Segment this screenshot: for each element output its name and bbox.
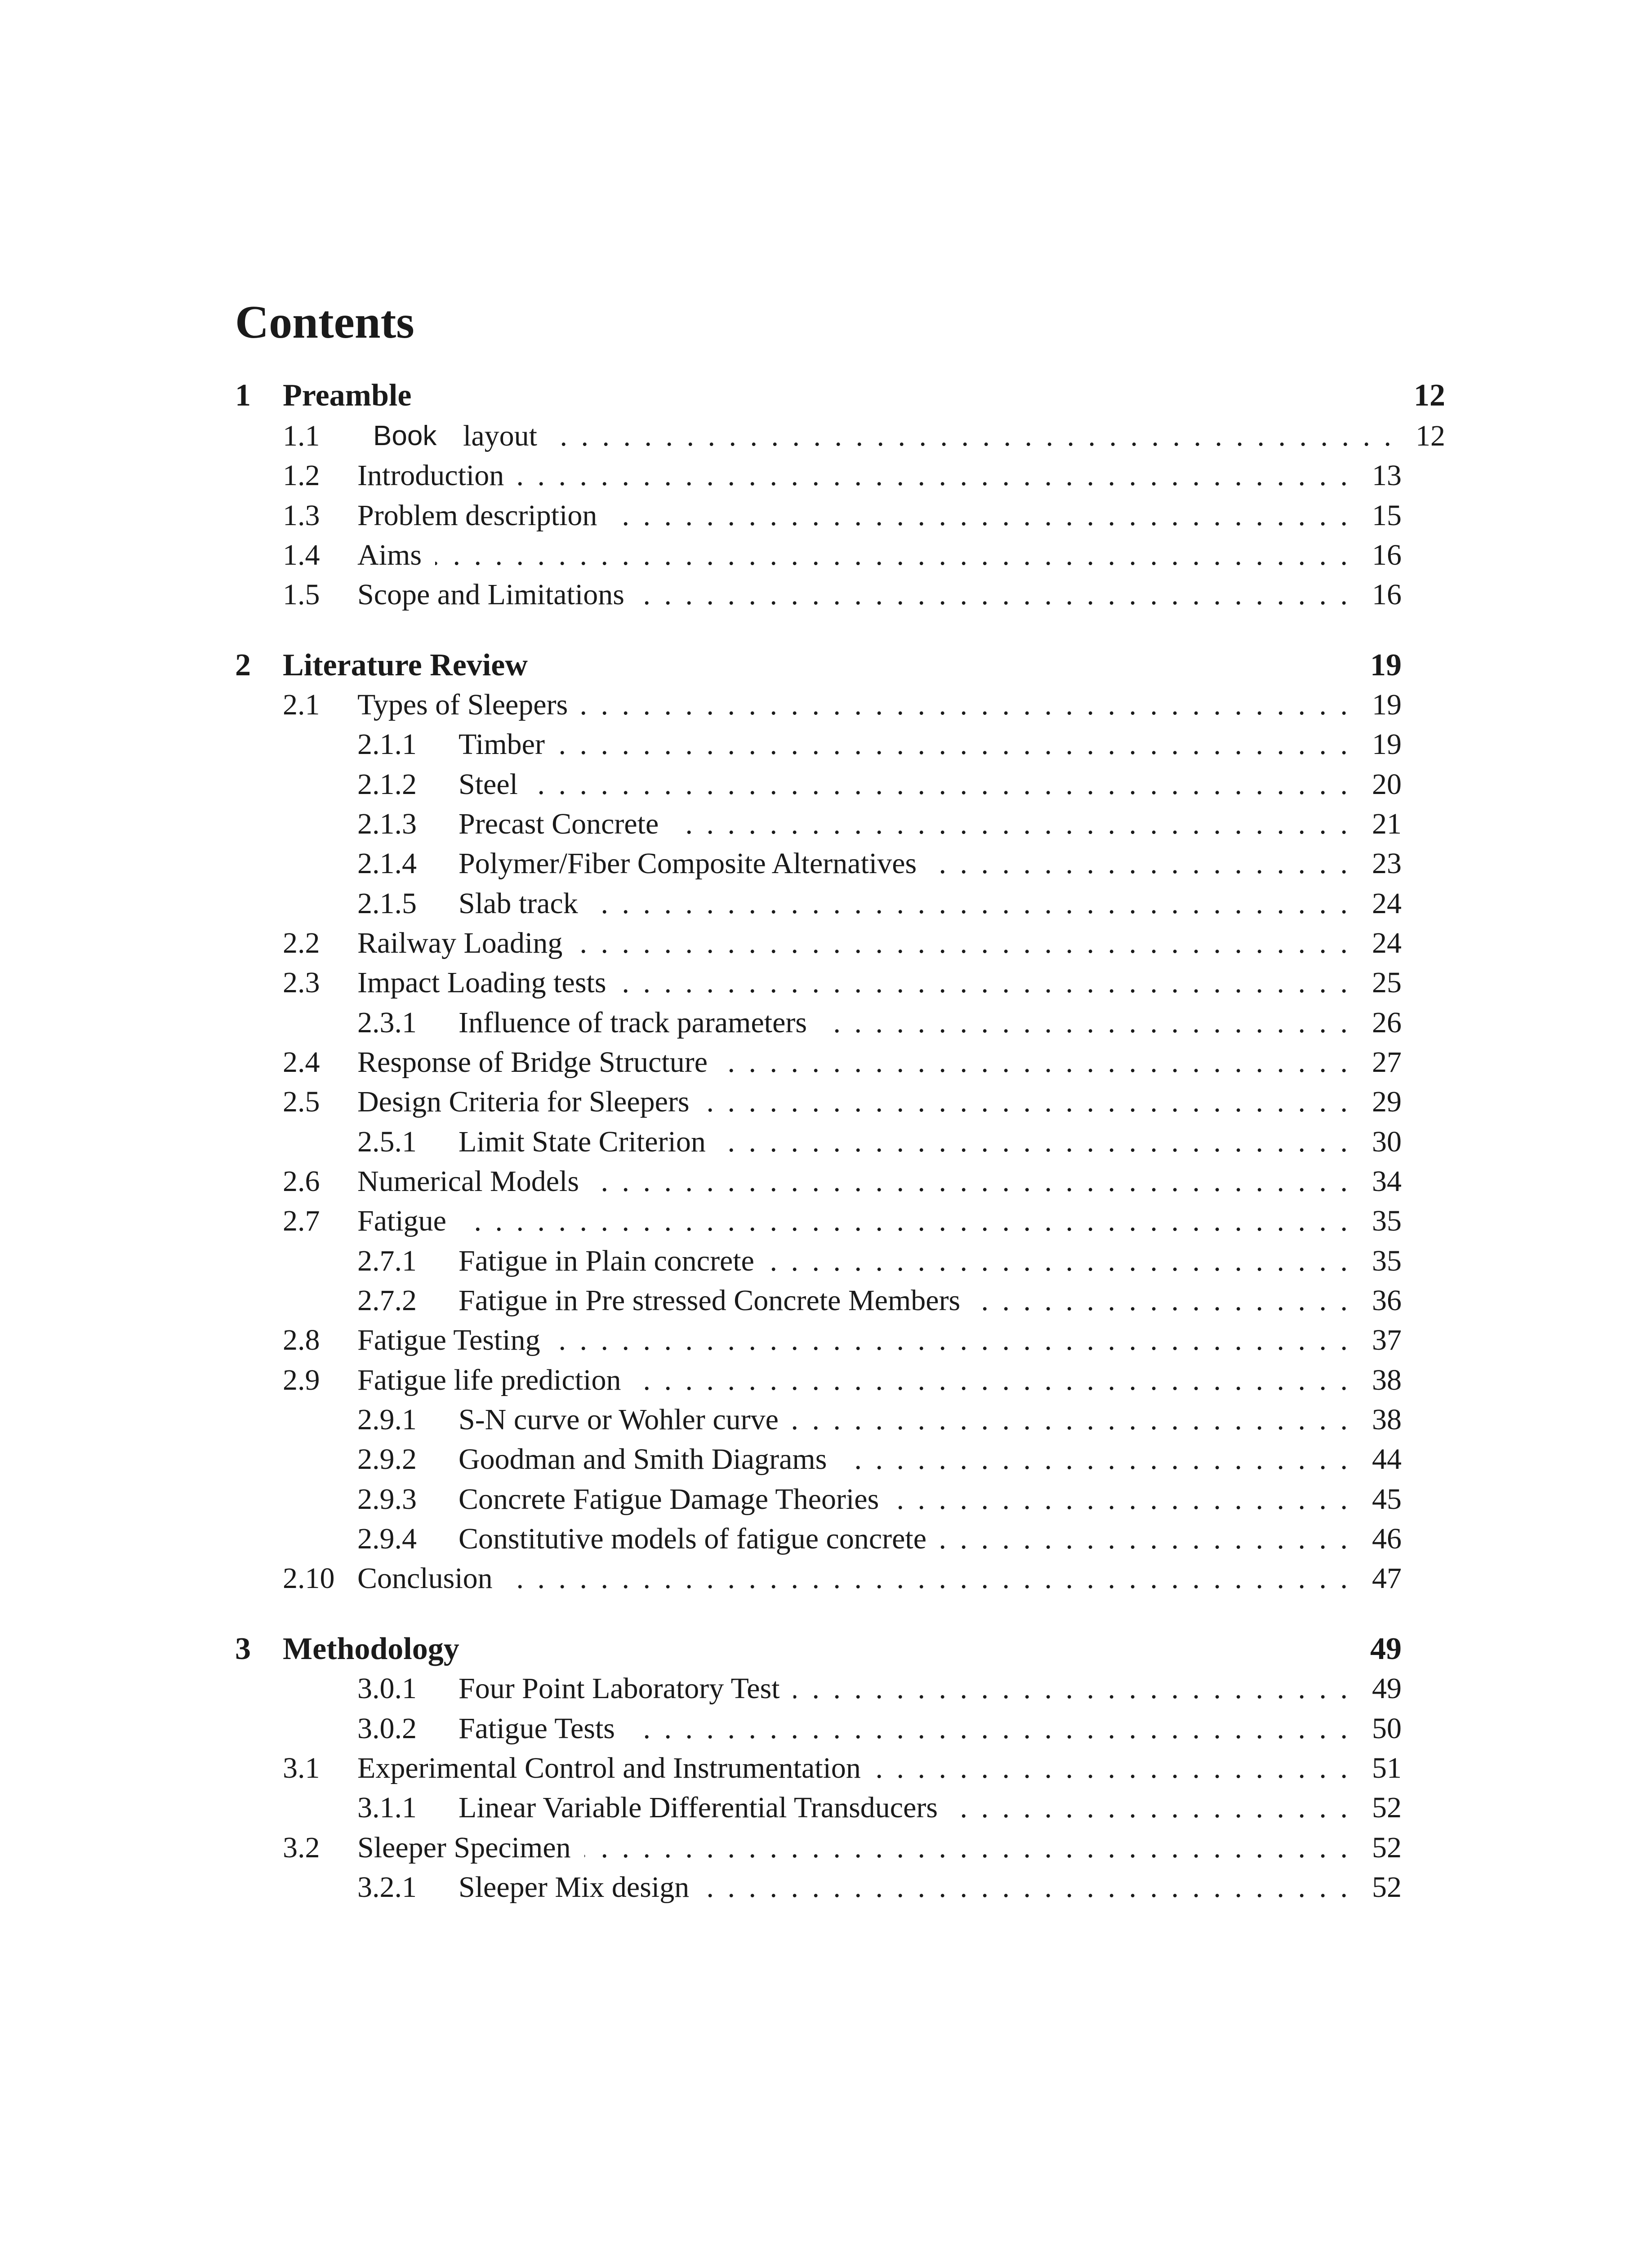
- entry-number: 2.7: [283, 1204, 320, 1237]
- entry-title: Experimental Control and Instrumentation: [357, 1752, 861, 1784]
- entry-number: 2.7.1: [357, 1244, 417, 1277]
- entry-title: Railway Loading: [357, 927, 563, 959]
- entry-page-number: 30: [1372, 1125, 1402, 1158]
- entry-page-number: 52: [1372, 1871, 1402, 1904]
- dot-leader: [581, 685, 1348, 725]
- entry-title: Precast Concrete: [459, 807, 659, 840]
- entry-title: Introduction: [357, 459, 504, 492]
- toc-entry-row[interactable]: [0, 1669, 1652, 1708]
- entry-title: Limit State Criterion: [459, 1125, 706, 1158]
- entry-title: Problem description: [357, 499, 597, 532]
- dot-leader: [672, 804, 1348, 844]
- toc-entry-row[interactable]: [0, 1748, 1652, 1788]
- entry-title: Design Criteria for Sleepers: [357, 1085, 690, 1118]
- entry-title: Influence of track parameters: [459, 1006, 807, 1039]
- entry-title: Goodman and Smith Diagrams: [459, 1443, 827, 1476]
- entry-title: Aims: [357, 539, 422, 571]
- entry-number: 3.1: [283, 1752, 320, 1784]
- entry-title: Polymer/Fiber Composite Alternatives: [459, 847, 917, 880]
- toc-entry-row[interactable]: [0, 416, 1652, 456]
- entry-page-number: 16: [1372, 578, 1402, 611]
- dot-leader: [703, 1082, 1348, 1122]
- entry-title: Numerical Models: [357, 1165, 579, 1198]
- dot-leader: [874, 1748, 1348, 1788]
- entry-number: 3.2: [283, 1831, 320, 1864]
- entry-page-number: 29: [1372, 1085, 1402, 1118]
- entry-title: Fatigue life prediction: [357, 1364, 621, 1396]
- toc-entry-row[interactable]: [0, 1360, 1652, 1400]
- entry-title: Methodology: [283, 1632, 459, 1666]
- entry-number: 2.9.4: [357, 1522, 417, 1555]
- toc-entry-row[interactable]: [0, 963, 1652, 1003]
- entry-number: 2.1.4: [357, 847, 417, 880]
- entry-title: Impact Loading tests: [357, 966, 606, 999]
- entry-page-number: 19: [1372, 688, 1402, 721]
- toc-entry-row[interactable]: [0, 1400, 1652, 1440]
- toc-entry-row[interactable]: [0, 1241, 1652, 1281]
- entry-page-number: 44: [1372, 1443, 1402, 1476]
- dot-leader: [628, 1709, 1348, 1748]
- entry-number: 2: [235, 648, 251, 682]
- entry-page-number: 20: [1372, 768, 1402, 801]
- toc-entry-row[interactable]: [0, 884, 1652, 923]
- entry-page-number: 26: [1372, 1006, 1402, 1039]
- entry-title: layout: [463, 419, 537, 452]
- entry-page-number: 45: [1372, 1483, 1402, 1516]
- entry-number: 1.2: [283, 459, 320, 492]
- toc-entry-row[interactable]: [0, 496, 1652, 535]
- toc-entry-row[interactable]: [0, 1559, 1652, 1598]
- entry-number: 2.5.1: [357, 1125, 417, 1158]
- entry-number: 2.9.3: [357, 1483, 417, 1516]
- entry-number: 2.9.1: [357, 1403, 417, 1436]
- entry-page-number: 12: [1416, 419, 1445, 452]
- dot-leader: [768, 1241, 1348, 1281]
- entry-number: 2.6: [283, 1165, 320, 1198]
- entry-page-number: 52: [1372, 1831, 1402, 1864]
- dot-leader: [584, 1828, 1348, 1868]
- entry-number: 1: [235, 378, 251, 413]
- toc-entry-row[interactable]: [0, 1281, 1652, 1320]
- entry-page-number: 49: [1370, 1632, 1402, 1666]
- dot-leader: [460, 1201, 1348, 1241]
- entry-page-number: 38: [1372, 1364, 1402, 1396]
- dot-leader: [592, 1162, 1348, 1201]
- entry-page-number: 52: [1372, 1791, 1402, 1824]
- entry-title: Steel: [459, 768, 518, 801]
- toc-entry-row[interactable]: [0, 575, 1652, 615]
- entry-number: 2.1: [283, 688, 320, 721]
- entry-page-number: 34: [1372, 1165, 1402, 1198]
- toc-entry-row[interactable]: [0, 1868, 1652, 1907]
- entry-title: Conclusion: [357, 1562, 493, 1595]
- toc-chapter-row[interactable]: [0, 376, 1652, 415]
- entry-title: Sleeper Mix design: [459, 1871, 690, 1904]
- dot-leader: [703, 1868, 1348, 1907]
- entry-number: 3: [235, 1632, 251, 1666]
- dot-leader: [951, 1788, 1348, 1828]
- dot-leader: [840, 1440, 1348, 1479]
- entry-title: Fatigue: [357, 1204, 446, 1237]
- dot-leader: [620, 963, 1348, 1003]
- entry-number: 2.1.1: [357, 728, 417, 761]
- entry-page-number: 13: [1372, 459, 1402, 492]
- entry-number: 2.1.2: [357, 768, 417, 801]
- entry-number: 2.7.2: [357, 1284, 417, 1317]
- entry-number: 3.0.2: [357, 1712, 417, 1745]
- entry-number: 1.1: [283, 419, 320, 452]
- dot-leader: [558, 725, 1348, 764]
- entry-page-number: 15: [1372, 499, 1402, 532]
- entry-page-number: 46: [1372, 1522, 1402, 1555]
- entry-number: 3.0.1: [357, 1672, 417, 1705]
- dot-leader: [517, 456, 1348, 495]
- entry-number: 3.2.1: [357, 1871, 417, 1904]
- entry-number: 1.5: [283, 578, 320, 611]
- entry-page-number: 35: [1372, 1244, 1402, 1277]
- dot-leader: [531, 765, 1348, 804]
- entry-page-number: 38: [1372, 1403, 1402, 1436]
- toc-entry-row[interactable]: [0, 1122, 1652, 1162]
- dot-leader: [793, 1669, 1348, 1708]
- toc-chapter-row[interactable]: [0, 1629, 1652, 1669]
- toc-entry-row[interactable]: [0, 1828, 1652, 1868]
- toc-entry-row[interactable]: [0, 765, 1652, 804]
- entry-page-number: 50: [1372, 1712, 1402, 1745]
- dot-leader: [930, 844, 1348, 883]
- entry-title: Slab track: [459, 887, 578, 920]
- entry-number: 2.3.1: [357, 1006, 417, 1039]
- toc-entry-row[interactable]: [0, 1788, 1652, 1828]
- dot-leader: [435, 535, 1348, 575]
- entry-title: Fatigue Tests: [459, 1712, 615, 1745]
- dot-leader: [592, 884, 1348, 923]
- toc-entry-row[interactable]: [0, 725, 1652, 764]
- entry-title: Sleeper Specimen: [357, 1831, 571, 1864]
- entry-title: Fatigue in Pre stressed Concrete Members: [459, 1284, 961, 1317]
- entry-title: Fatigue in Plain concrete: [459, 1244, 754, 1277]
- entry-title: S-N curve or Wohler curve: [459, 1403, 779, 1436]
- entry-page-number: 37: [1372, 1324, 1402, 1356]
- toc-entry-row[interactable]: [0, 456, 1652, 495]
- entry-page-number: 35: [1372, 1204, 1402, 1237]
- dot-leader: [719, 1122, 1348, 1162]
- entry-title: Timber: [459, 728, 545, 761]
- entry-number: 2.10: [283, 1562, 335, 1595]
- toc-entry-row[interactable]: [0, 535, 1652, 575]
- entry-title: Four Point Laboratory Test: [459, 1672, 780, 1705]
- entry-number: 1.4: [283, 539, 320, 571]
- entry-page-number: 12: [1414, 378, 1445, 413]
- entry-title: Scope and Limitations: [357, 578, 624, 611]
- toc-entry-row[interactable]: [0, 923, 1652, 963]
- entry-number: 3.1.1: [357, 1791, 417, 1824]
- toc-entry-row[interactable]: [0, 1043, 1652, 1082]
- entry-title: Types of Sleepers: [357, 688, 568, 721]
- entry-page-number: 19: [1370, 648, 1402, 682]
- entry-title-book: Book: [373, 420, 437, 451]
- dot-leader: [892, 1480, 1348, 1519]
- dot-leader: [554, 1320, 1348, 1360]
- entry-number: 2.1.3: [357, 807, 417, 840]
- entry-page-number: 36: [1372, 1284, 1402, 1317]
- entry-number: 2.9.2: [357, 1443, 417, 1476]
- entry-number: 2.1.5: [357, 887, 417, 920]
- entry-title: Preamble: [283, 378, 412, 413]
- entry-title: Constitutive models of fatigue concrete: [459, 1522, 927, 1555]
- dot-leader: [551, 416, 1391, 456]
- entry-page-number: 19: [1372, 728, 1402, 761]
- entry-number: 2.8: [283, 1324, 320, 1356]
- entry-title: Fatigue Testing: [357, 1324, 540, 1356]
- entry-number: 1.3: [283, 499, 320, 532]
- toc-entry-row[interactable]: [0, 1201, 1652, 1241]
- toc-entry-row[interactable]: [0, 1709, 1652, 1748]
- entry-title: Concrete Fatigue Damage Theories: [459, 1483, 879, 1516]
- toc-entry-row[interactable]: [0, 1519, 1652, 1559]
- entry-page-number: 23: [1372, 847, 1402, 880]
- toc-entry-row[interactable]: [0, 685, 1652, 725]
- dot-leader: [610, 496, 1348, 535]
- entry-page-number: 51: [1372, 1752, 1402, 1784]
- entry-number: 2.2: [283, 927, 320, 959]
- toc-chapter-row[interactable]: [0, 646, 1652, 685]
- toc-entry-row[interactable]: [0, 1162, 1652, 1201]
- dot-leader: [792, 1400, 1348, 1440]
- entry-page-number: 24: [1372, 887, 1402, 920]
- entry-number: 2.5: [283, 1085, 320, 1118]
- dot-leader: [635, 1360, 1348, 1400]
- dot-leader: [940, 1519, 1348, 1559]
- entry-number: 2.9: [283, 1364, 320, 1396]
- entry-page-number: 16: [1372, 539, 1402, 571]
- toc-entry-row[interactable]: [0, 1440, 1652, 1479]
- dot-leader: [638, 575, 1348, 615]
- entry-page-number: 25: [1372, 966, 1402, 999]
- toc-entry-row[interactable]: [0, 1082, 1652, 1122]
- entry-number: 2.3: [283, 966, 320, 999]
- contents-heading: Contents: [235, 296, 414, 348]
- toc-entry-row[interactable]: [0, 1320, 1652, 1360]
- toc-entry-row[interactable]: [0, 844, 1652, 883]
- entry-title: Linear Variable Differential Transducers: [459, 1791, 938, 1824]
- entry-page-number: 21: [1372, 807, 1402, 840]
- entry-page-number: 27: [1372, 1046, 1402, 1079]
- entry-title: Response of Bridge Structure: [357, 1046, 708, 1079]
- dot-leader: [576, 923, 1348, 963]
- dot-leader: [721, 1043, 1348, 1082]
- dot-leader: [974, 1281, 1348, 1320]
- toc-entry-row[interactable]: [0, 804, 1652, 844]
- toc-entry-row[interactable]: [0, 1480, 1652, 1519]
- entry-page-number: 24: [1372, 927, 1402, 959]
- entry-page-number: 49: [1372, 1672, 1402, 1705]
- toc-entry-row[interactable]: [0, 1003, 1652, 1043]
- entry-number: 2.4: [283, 1046, 320, 1079]
- entry-page-number: 47: [1372, 1562, 1402, 1595]
- entry-title: Literature Review: [283, 648, 528, 682]
- dot-leader: [820, 1003, 1348, 1043]
- dot-leader: [506, 1559, 1348, 1598]
